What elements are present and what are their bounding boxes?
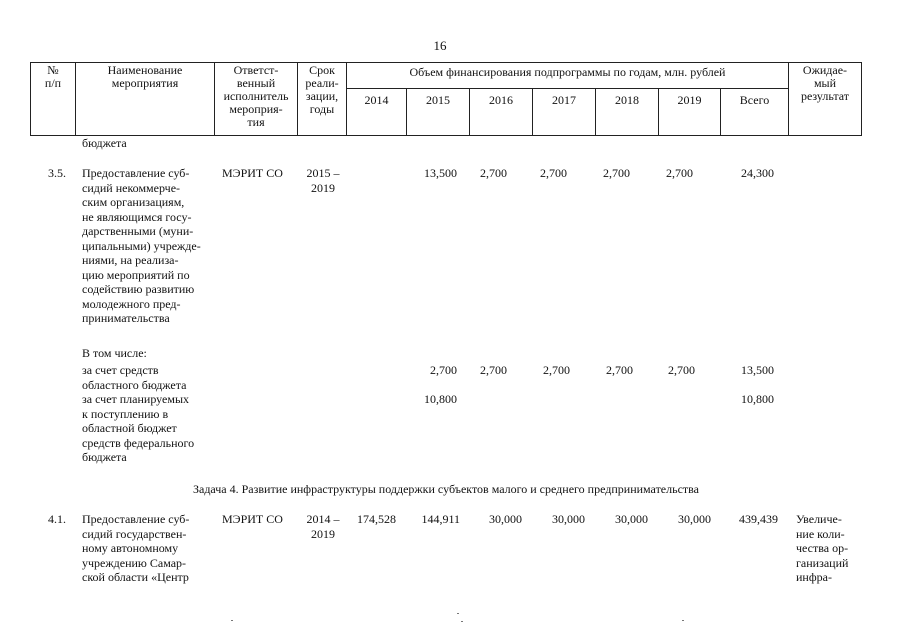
row-name: Предоставление суб- сидий государствен- ному автономному учреждению Самар- ской области «Центр (82, 512, 190, 584)
year-header: 2014 (364, 93, 389, 107)
row-executor: МЭРИТ СО (222, 166, 283, 180)
value-2015: 2,700 (430, 363, 457, 377)
scan-speck (461, 621, 463, 622)
row-number: 3.5. (48, 166, 66, 180)
page-number: 16 (433, 38, 447, 53)
value-2014: 174,528 (357, 512, 396, 526)
including-label: В том числе: (82, 346, 147, 360)
value-2019: 30,000 (678, 512, 711, 526)
value-2016: 30,000 (489, 512, 522, 526)
value-2015: 13,500 (424, 166, 457, 180)
scan-speck (682, 620, 684, 621)
row-period: 2014 – 2019 (306, 512, 340, 541)
regional-label: за счет средств областного бюджета (82, 363, 187, 392)
value-2017: 2,700 (540, 166, 567, 180)
scan-speck (231, 620, 233, 621)
value-total: 24,300 (741, 166, 774, 180)
header-result: Ожидае- мый результат (800, 63, 850, 103)
federal-label: за счет планируемых к поступлению в областной бюджет средств федерального бюджета (82, 392, 195, 464)
value-2016: 2,700 (480, 166, 507, 180)
value-2015: 10,800 (424, 392, 457, 406)
value-2018: 2,700 (603, 166, 630, 180)
row-executor: МЭРИТ СО (222, 512, 283, 526)
row-name: Предоставление суб- сидий некоммерче- ским организациям, не являющимся госу- дарственными (муни- ципальными) учрежде- ниями, на реализа- цию мероприятий по содействию развитию молодежного пред- принимательства (82, 166, 201, 325)
carry-text: бюджета (82, 136, 127, 150)
value-2017: 2,700 (543, 363, 570, 377)
value-total: 439,439 (739, 512, 778, 526)
year-header: 2017 (552, 93, 576, 107)
value-2015: 144,911 (421, 512, 460, 526)
header-name: Наименование мероприятия (107, 63, 183, 90)
value-2017: 30,000 (552, 512, 585, 526)
value-total: 13,500 (741, 363, 774, 377)
value-2019: 2,700 (666, 166, 693, 180)
header-num: № п/п (44, 63, 62, 90)
header-funding: Объем финансирования подпрограммы по годам, млн. рублей (409, 65, 726, 79)
year-header: 2015 (426, 93, 450, 107)
row-period: 2015 – 2019 (306, 166, 340, 195)
task-heading: Задача 4. Развитие инфраструктуры поддержки субъектов малого и среднего предпринимательства (192, 482, 699, 496)
year-header: 2018 (615, 93, 639, 107)
value-total: 10,800 (741, 392, 774, 406)
header-period: Срок реали- зации, годы (305, 63, 339, 116)
scan-speck (457, 613, 459, 614)
year-header: 2016 (489, 93, 513, 107)
row-result: Увеличе- ние коли- чества ор- ганизаций инфра- (796, 512, 849, 584)
value-2018: 30,000 (615, 512, 648, 526)
value-2016: 2,700 (480, 363, 507, 377)
year-header: 2019 (677, 93, 702, 107)
value-2019: 2,700 (668, 363, 695, 377)
row-number: 4.1. (48, 512, 66, 526)
year-header: Всего (739, 93, 770, 107)
header-executor: Ответст- венный исполнитель мероприя- тия (223, 63, 289, 129)
value-2018: 2,700 (606, 363, 633, 377)
